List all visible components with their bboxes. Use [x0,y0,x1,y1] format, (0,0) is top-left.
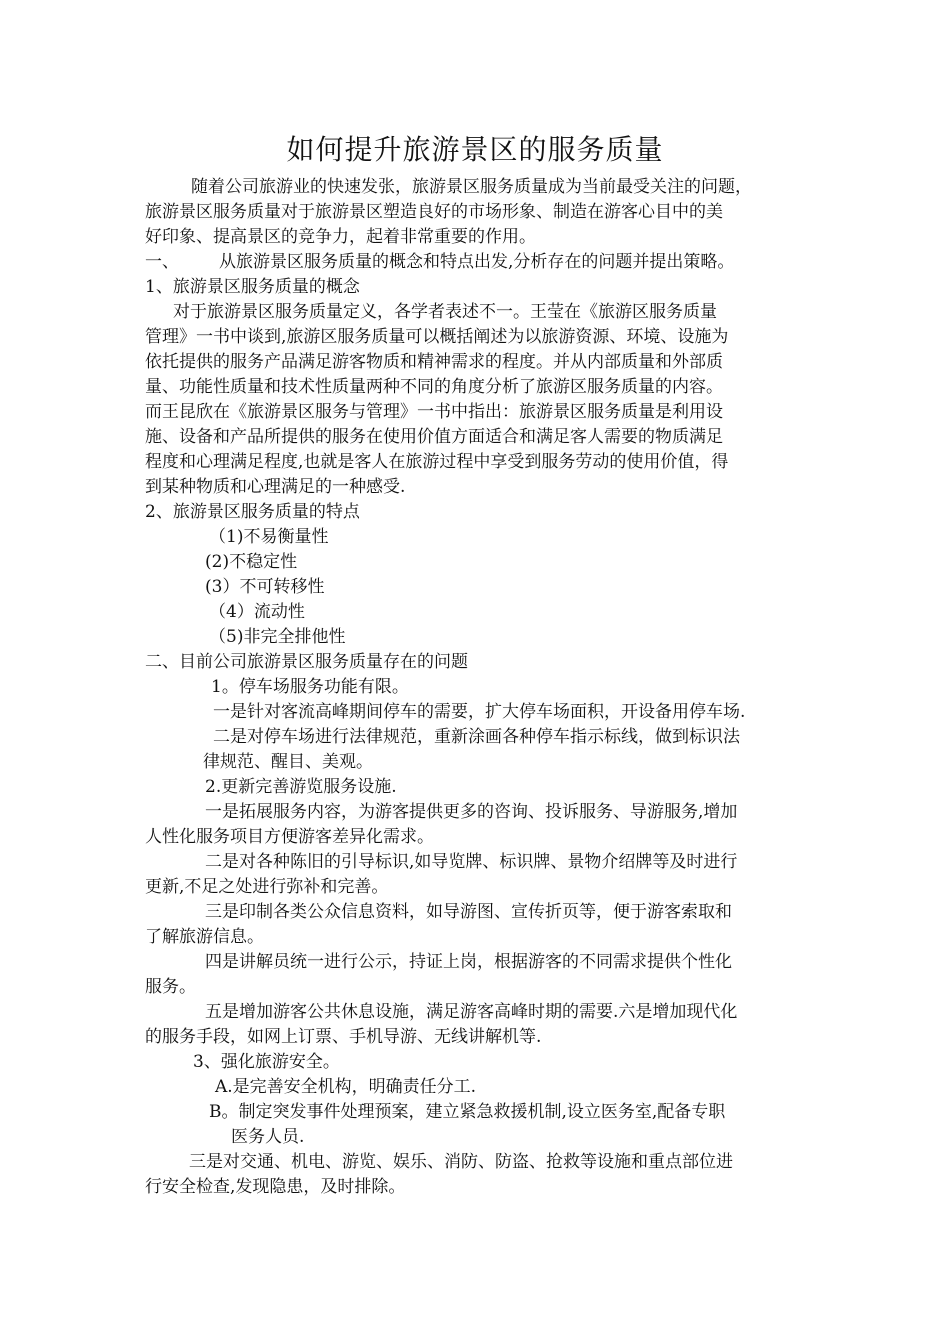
list-item: (2)不稳定性 [205,552,298,572]
intro-line: 旅游景区服务质量对于旅游景区塑造良好的市场形象、制造在游客心目中的美 [145,202,723,222]
subsection-heading: 1、旅游景区服务质量的概念 [145,277,360,297]
paragraph-line: 律规范、醒目、美观。 [203,752,373,772]
intro-line: 随着公司旅游业的快速发张，旅游景区服务质量成为当前最受关注的问题， [191,177,752,197]
paragraph-line: 一是拓展服务内容，为游客提供更多的咨询、投诉服务、导游服务,增加 [205,802,738,822]
paragraph-line: 而王昆欣在《旅游景区服务与管理》一书中指出：旅游景区服务质量是利用设 [145,402,723,422]
paragraph-line: 人性化服务项目方便游客差异化需求。 [145,827,434,847]
paragraph-line: 医务人员. [231,1127,305,1147]
item-title: 3、强化旅游安全。 [193,1052,340,1072]
paragraph-line: 行安全检查,发现隐患，及时排除。 [145,1177,406,1197]
paragraph-line: 服务。 [145,977,196,997]
item-title: 1。停车场服务功能有限。 [211,677,409,697]
list-item: （5)非完全排他性 [209,627,346,647]
list-item: （4）流动性 [209,602,305,622]
paragraph-line: 更新,不足之处进行弥补和完善。 [145,877,389,897]
paragraph-line: 管理》一书中谈到,旅游区服务质量可以概括阐述为以旅游资源、环境、设施为 [145,327,729,347]
paragraph-line: B。制定突发事件处理预案，建立紧急救援机制,设立医务室,配备专职 [209,1102,726,1122]
paragraph-line: 依托提供的服务产品满足游客物质和精神需求的程度。并从内部质量和外部质 [145,352,723,372]
section-number: 一、 [145,252,179,272]
document-title: 如何提升旅游景区的服务质量 [286,133,664,166]
paragraph-line: 对于旅游景区服务质量定义，各学者表述不一。王莹在《旅游区服务质量 [173,302,717,322]
document-body [145,175,810,1200]
list-item: (3）不可转移性 [205,577,325,597]
paragraph-line: 三是对交通、机电、游览、娱乐、消防、防盗、抢救等设施和重点部位进 [189,1152,733,1172]
paragraph-line: 施、设备和产品所提供的服务在使用价值方面适合和满足客人需要的物质满足 [145,427,723,447]
paragraph-line: 程度和心理满足程度,也就是客人在旅游过程中享受到服务劳动的使用价值，得 [145,452,729,472]
section-heading-text: 从旅游景区服务质量的概念和特点出发,分析存在的问题并提出策略。 [219,252,735,272]
paragraph-line: 量、功能性质量和技术性质量两种不同的角度分析了旅游区服务质量的内容。 [145,377,723,397]
paragraph-line: 二是对各种陈旧的引导标识,如导览牌、标识牌、景物介绍牌等及时进行 [205,852,738,872]
list-item: （1)不易衡量性 [209,527,329,547]
section-heading-2: 二、目前公司旅游景区服务质量存在的问题 [145,652,468,672]
paragraph-line: 的服务手段，如网上订票、手机导游、无线讲解机等. [145,1027,542,1047]
paragraph-line: 了解旅游信息。 [145,927,264,947]
paragraph-line: 二是对停车场进行法律规范，重新涂画各种停车指示标线，做到标识法 [213,727,740,747]
paragraph-line: 到某种物质和心理满足的一种感受. [145,477,406,497]
item-title: 2.更新完善游览服务设施. [205,777,397,797]
paragraph-line: 四是讲解员统一进行公示，持证上岗，根据游客的不同需求提供个性化 [205,952,732,972]
paragraph-line: A.是完善安全机构，明确责任分工. [215,1077,477,1097]
paragraph-line: 一是针对客流高峰期间停车的需要，扩大停车场面积，开设备用停车场. [213,702,746,722]
paragraph-line: 三是印制各类公众信息资料，如导游图、宣传折页等，便于游客索取和 [205,902,732,922]
intro-line: 好印象、提高景区的竞争力，起着非常重要的作用。 [145,227,536,247]
paragraph-line: 五是增加游客公共休息设施，满足游客高峰时期的需要.六是增加现代化 [205,1002,738,1022]
section-heading-1 [145,250,810,275]
subsection-heading: 2、旅游景区服务质量的特点 [145,502,360,522]
